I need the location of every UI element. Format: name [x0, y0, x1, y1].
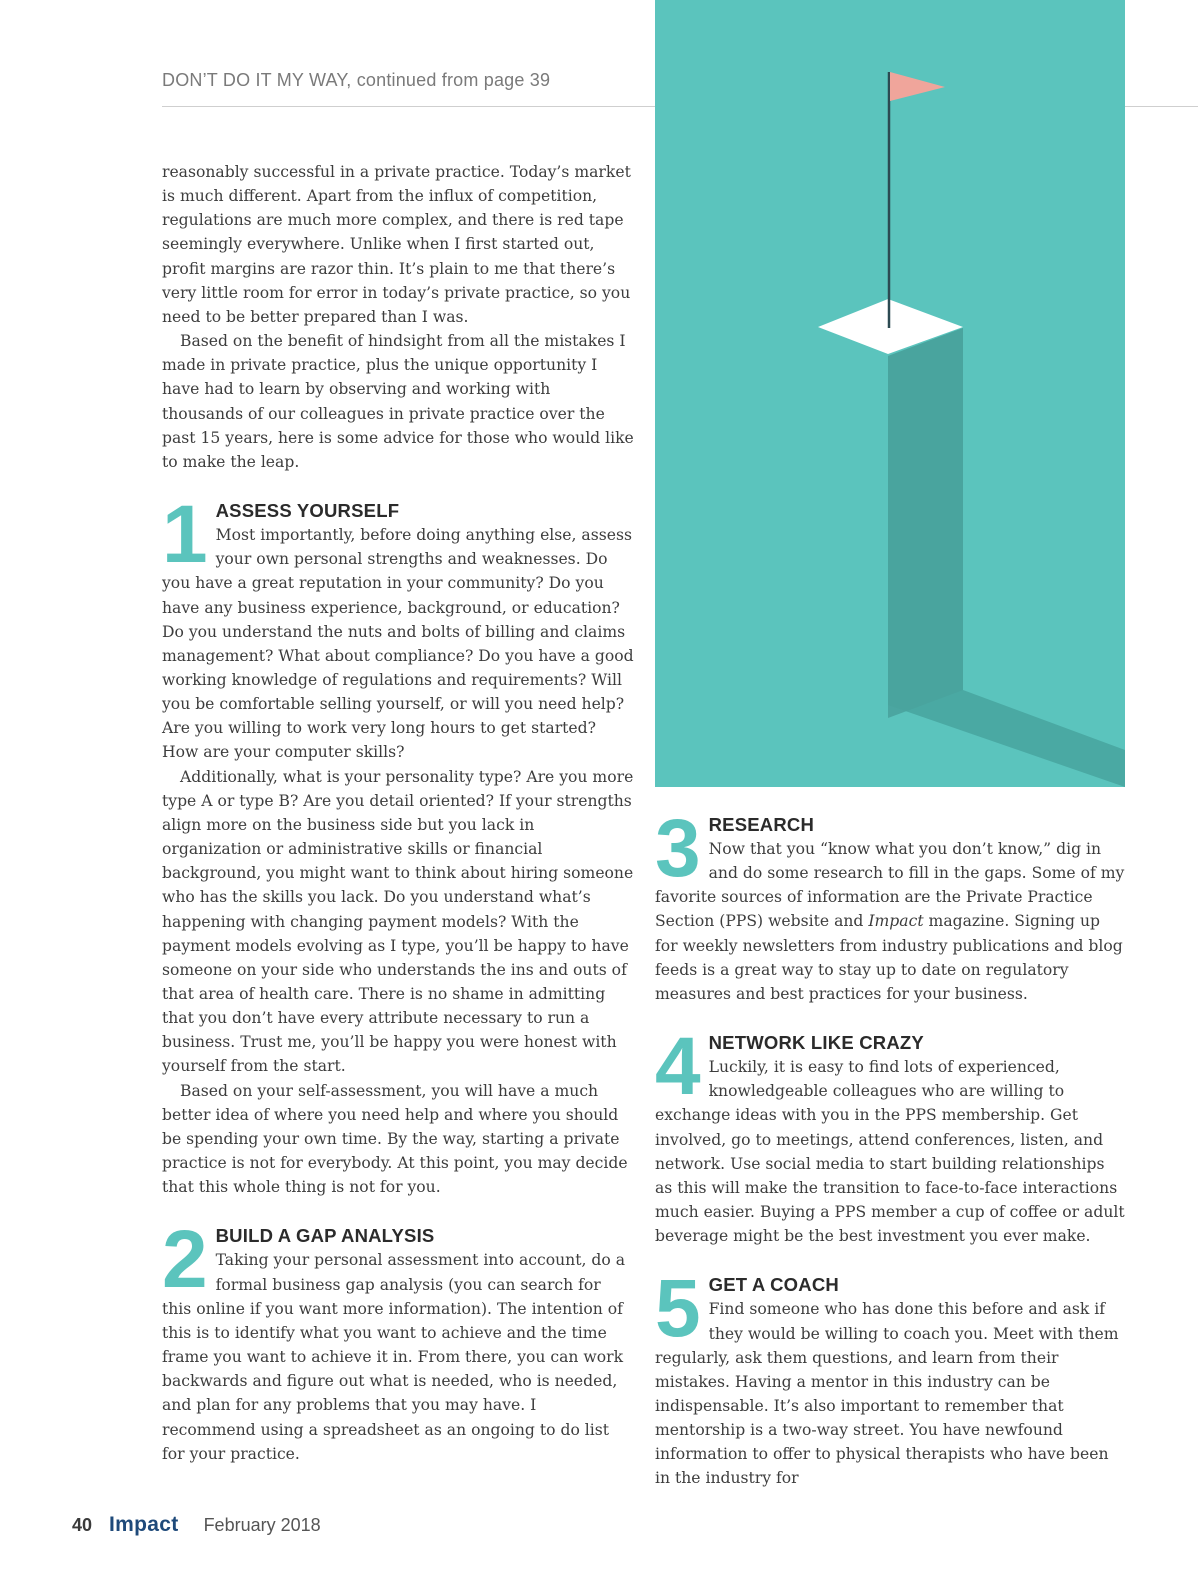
right-column: [655, 803, 1125, 1491]
research-text-end: magazine. Signing up for weekly newsletters from industry publications and blog feeds is a great way to stay up to date on regulatory measures and best practices for your business.: [655, 912, 1123, 1003]
section-gap-analysis: [162, 1214, 634, 1465]
illustration-panel: [655, 0, 1125, 787]
magazine-name: Impact: [868, 912, 924, 931]
section-title: NETWORK LIKE CRAZY: [708, 1032, 924, 1054]
section-paragraph: Based on your self-assessment, you will have a much better idea of where you need help and where you should be spending your own time. By the way, starting a private practice is not for everybody. At this point, you may decide that this whole thing is not for you.: [162, 1081, 628, 1197]
page-footer: [72, 1513, 321, 1537]
section-paragraph: Additionally, what is your personality type? Are you more type A or type B? Are you detail oriented? If your strengths align more on the business side but you lack in organization or administrative skills or financial background, you might want to think about hiring someone who has the skills you lack. Do you understand what’s happening with changing payment models? With the payment models evolving as I type, you’ll be happy to have someone on your side who understands the ins and outs of that area of health care. There is no shame in admitting that you don’t have every attribute necessary to run a business. Trust me, you’ll be happy you were honest with yourself from the start.: [162, 767, 634, 1076]
section-paragraph: Most importantly, before doing anything else, assess your own personal strengths and weaknesses. Do you have a great reputation in your community? Do you have any business experience, background, or education? Do you understand the nuts and bolts of billing and claims management? What about compliance? Do you have a good working knowledge of regulations and requirements? Will you be comfortable selling yourself, or will you need help? Are you willing to work very long hours to get started? How are your computer skills?: [162, 526, 634, 762]
section-research: [655, 803, 1125, 1006]
section-network: [655, 1021, 1125, 1248]
section-number: 4: [655, 1021, 701, 1113]
intro-paragraph-2: Based on the benefit of hindsight from all the mistakes I made in private practice, plus the unique opportunity I have had to learn by observing and working with thousands of our colleagues in private practice over the past 15 years, here is some advice for those who would like to make the leap.: [162, 332, 634, 471]
section-title: BUILD A GAP ANALYSIS: [215, 1225, 435, 1247]
section-paragraph: Luckily, it is easy to find lots of experienced, knowledgeable colleagues who are willing to exchange ideas with you in the PPS membership. Get involved, go to meetings, attend conferences, listen, and network. Use social media to start building relationships as this will make the transition to face-to-face interactions much easier. Buying a PPS member a cup of coffee or adult beverage might be the best investment you ever make.: [655, 1058, 1125, 1246]
flag-illustration: [655, 0, 1125, 787]
section-title: RESEARCH: [708, 814, 815, 835]
section-number: 1: [162, 489, 208, 581]
section-number: 3: [655, 803, 701, 894]
section-coach: [655, 1263, 1125, 1490]
section-number: 5: [655, 1263, 701, 1355]
left-column: [162, 160, 634, 1466]
page-number: 40: [72, 1515, 93, 1535]
research-text-start: Now that you “know what you don’t know,” dig in and do some research to fill in the gaps. Some of my favorite sources of information are the Private Practice Section (PPS) website and: [655, 840, 1125, 931]
section-number: 2: [162, 1214, 208, 1306]
magazine-logo: Impact: [109, 1513, 179, 1536]
pedestal-side: [888, 328, 963, 718]
intro-paragraph-1: reasonably successful in a private practice. Today’s market is much different. Apart from the influx of competition, regulations are much more complex, and there is red tape seemingly everywhere. Unlike when I first started out, profit margins are razor thin. It’s plain to me that there’s very little room for error in today’s private practice, so you need to be better prepared than I was.: [162, 163, 631, 326]
flag-icon: [890, 72, 945, 101]
section-title: GET A COACH: [708, 1274, 839, 1296]
section-title: ASSESS YOURSELF: [215, 500, 400, 522]
issue-date: February 2018: [203, 1515, 321, 1535]
section-paragraph: Taking your personal assessment into account, do a formal business gap analysis (you can search for this online if you want more information). The intention of this is to identify what you want to achieve and the time frame you want to achieve it in. From there, you can work backwards and figure out what is needed, who is needed, and plan for any problems that you may have. I recommend using a spreadsheet as an ongoing to do list for your practice.: [162, 1251, 626, 1463]
running-header: DON’T DO IT MY WAY, continued from page 39: [162, 70, 551, 90]
section-paragraph: Find someone who has done this before and ask if they would be willing to coach you. Meet with them regularly, ask them questions, and learn from their mistakes. Having a mentor in this industry can be indispensable. It’s also important to remember that mentorship is a two-way street. You have newfound information to offer to physical therapists who have been in the industry for: [655, 1300, 1119, 1488]
section-assess-yourself: [162, 489, 634, 1199]
section-paragraph: [655, 837, 1125, 1006]
